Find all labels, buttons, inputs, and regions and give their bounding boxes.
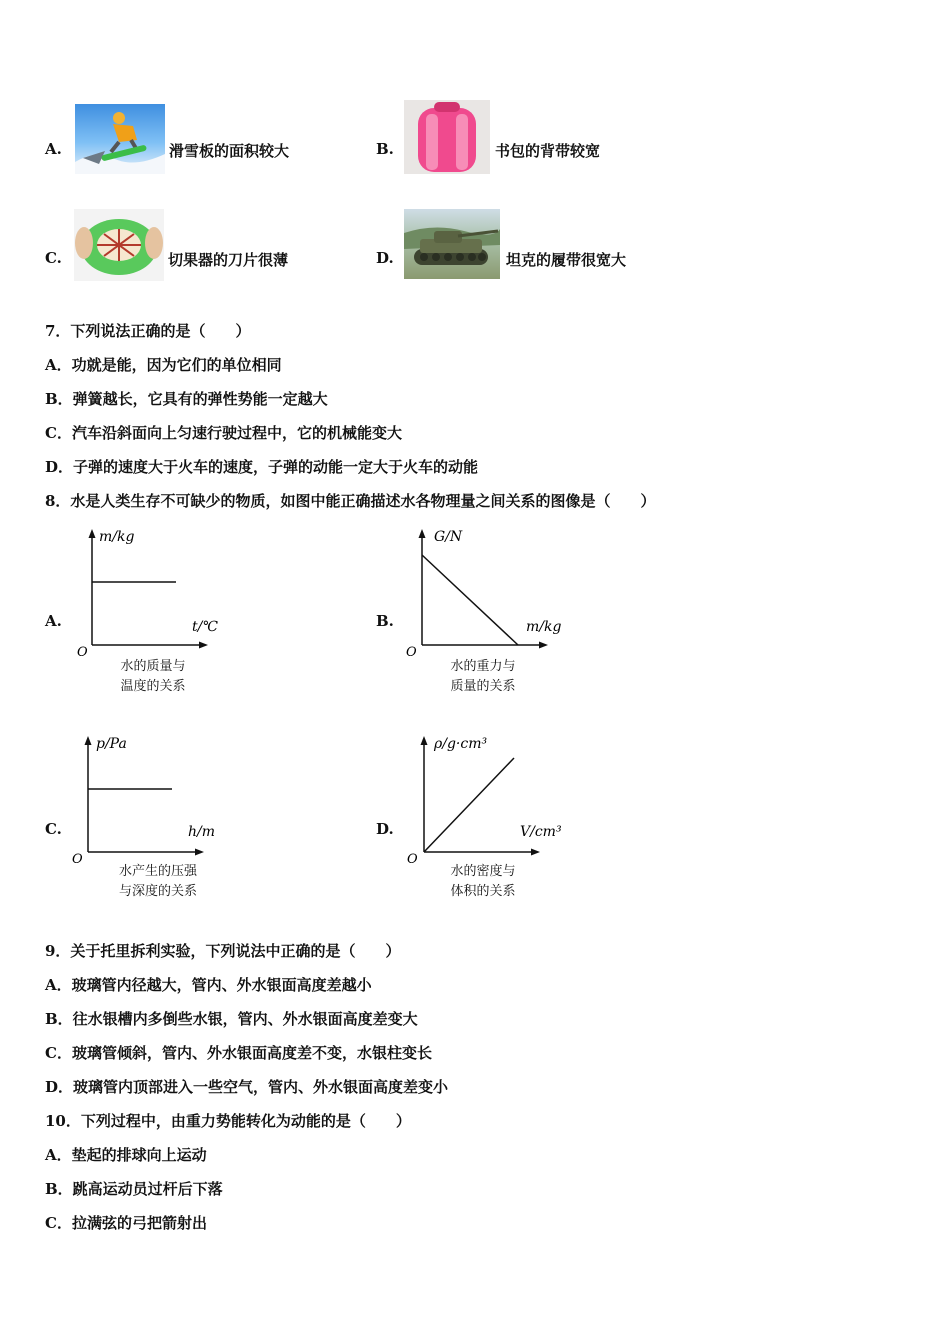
q8-graph-d [402,732,572,867]
q6-option-d-letter: D. [376,249,394,267]
q8-graph-d-caption: 水的密度与 体积的关系 [450,864,516,899]
q8-stem: 8．水是人类生存不可缺少的物质，如图中能正确描述水各物理量之间关系的图像是（ ） [45,492,656,510]
q9-option-b: B．往水银槽内多倒些水银，管内、外水银面高度差变大 [45,1010,418,1028]
q10-option-b: B．跳高运动员过杆后下落 [45,1180,223,1198]
graph-line [424,758,514,852]
origin-label: O [407,852,418,867]
y-axis-arrow [419,529,426,538]
backpack-photo [404,100,490,174]
q8-option-a-letter: A. [45,612,62,630]
q8-graph-a [70,525,230,660]
q6-option-a-text: 滑雪板的面积较大 [169,142,290,160]
q6-option-c-text: 切果器的刀片很薄 [168,251,289,269]
q7-stem: 7．下列说法正确的是（ ） [45,322,251,340]
y-axis-arrow [89,529,96,538]
q9-option-c: C．玻璃管倾斜，管内、外水银面高度差不变，水银柱变长 [45,1044,432,1062]
skier-photo [75,104,165,174]
q6-option-d-text: 坦克的履带很宽大 [506,251,627,269]
q9-stem: 9．关于托里拆利实验，下列说法中正确的是（ ） [45,942,401,960]
origin-label: O [72,852,83,867]
q8-graph-b [400,525,570,660]
q8-option-d-letter: D. [376,820,394,838]
q10-option-a: A．垫起的排球向上运动 [45,1146,207,1164]
tank-photo [404,209,500,279]
q8-graph-c-caption: 水产生的压强 与深度的关系 [118,864,197,899]
q7-option-b: B．弹簧越长，它具有的弹性势能一定越大 [45,390,328,408]
x-axis-arrow [199,642,208,649]
q8-graph-b-caption: 水的重力与 质量的关系 [450,659,516,694]
q8-option-c-letter: C. [45,820,62,838]
q6-option-a-letter: A. [45,140,62,158]
q6-option-b-text: 书包的背带较宽 [495,142,601,160]
q6-option-c-letter: C. [45,249,62,267]
origin-label: O [77,645,88,660]
x-axis-arrow [539,642,548,649]
y-axis-label: ρ/g·cm³ [434,736,488,752]
q9-option-d: D．玻璃管内顶部进入一些空气，管内、外水银面高度差变小 [45,1078,449,1096]
fruit-cutter-photo [74,209,164,281]
x-axis-label: V/cm³ [520,824,562,840]
y-axis-label: G/N [434,529,463,545]
graph-line [422,555,518,645]
x-axis-arrow [195,849,204,856]
q8-option-b-letter: B. [376,612,394,630]
q7-option-a: A．功就是能，因为它们的单位相同 [45,356,282,374]
q9-option-a: A．玻璃管内径越大，管内、外水银面高度差越小 [45,976,372,994]
q10-stem: 10．下列过程中，由重力势能转化为动能的是（ ） [45,1112,411,1130]
y-axis-label: m/kg [99,529,135,545]
origin-label: O [406,645,417,660]
y-axis-label: p/Pa [96,736,127,752]
q8-graph-a-caption: 水的质量与 温度的关系 [120,659,186,694]
x-axis-arrow [531,849,540,856]
q7-option-c: C．汽车沿斜面向上匀速行驶过程中，它的机械能变大 [45,424,402,442]
q10-option-c: C．拉满弦的弓把箭射出 [45,1214,207,1232]
q8-graph-c [66,732,226,867]
x-axis-label: t/℃ [192,619,219,635]
y-axis-arrow [85,736,92,745]
q6-option-b-letter: B. [376,140,394,158]
q7-option-d: D．子弹的速度大于火车的速度，子弹的动能一定大于火车的动能 [45,458,479,476]
y-axis-arrow [421,736,428,745]
x-axis-label: m/kg [526,619,562,635]
x-axis-label: h/m [188,824,216,840]
